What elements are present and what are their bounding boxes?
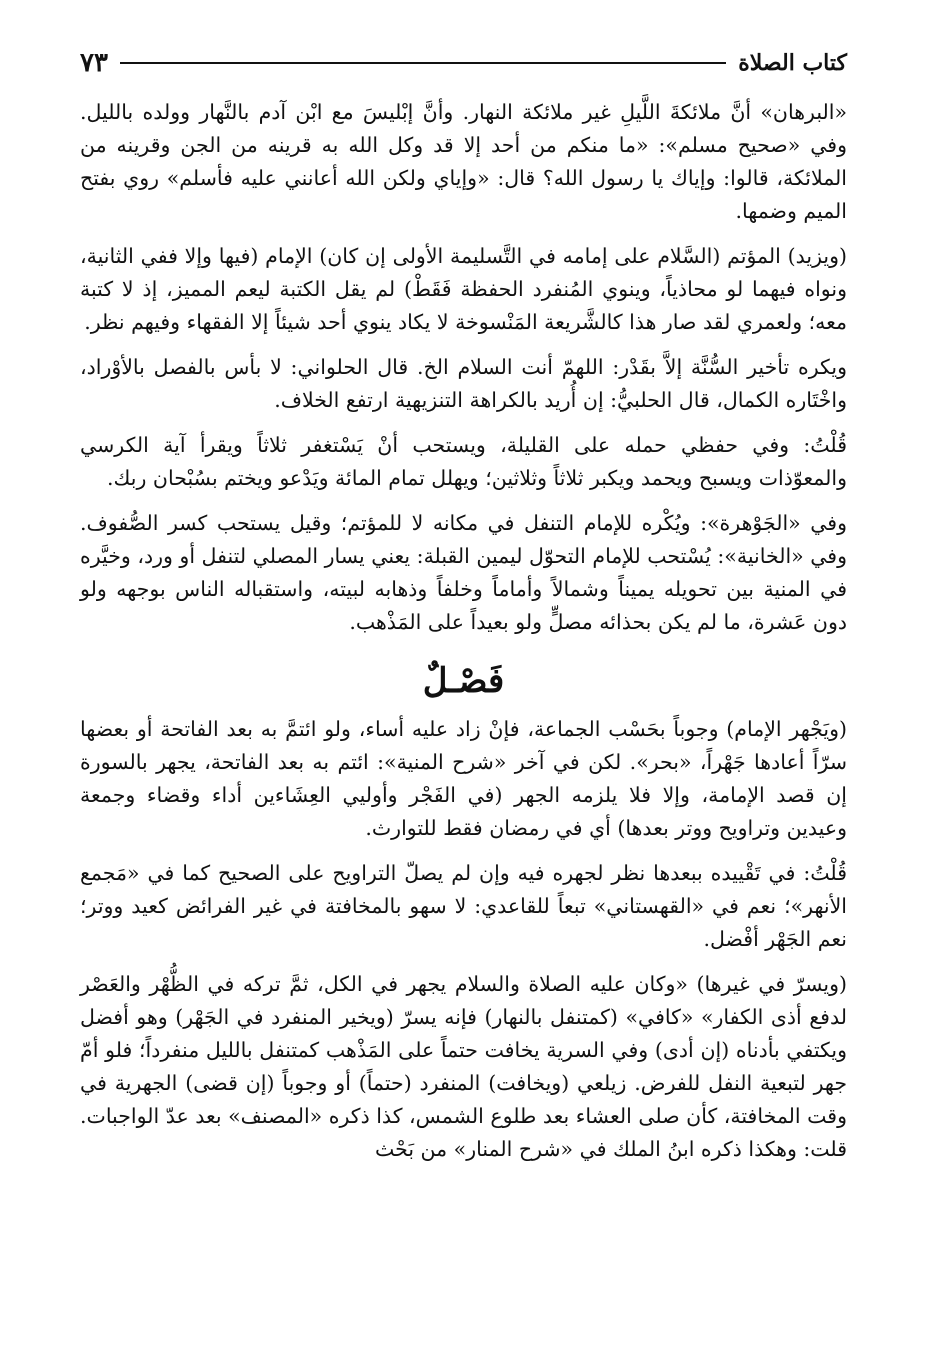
paragraph: (ويَجْهر الإمام) وجوباً بحَسْب الجماعة، فإنْ زاد عليه أساء، ولو ائتمَّ به بعد الفاتحة أو بعضها سرّاً أعادها جَهْراً، «بحر». لكن في آخر «شرح المنية»: ائتم به بعد الفاتحة، يجهر بالسورة إن قصد الإمامة، وإلا فلا يلزمه الجهر (في الفَجْر وأوليي العِشَاءين أداء وقضاء وجمعة وعيدين وتراويح ووتر بعدها) أي في رمضان فقط للتوارث. (80, 717, 847, 840)
paragraph: «البرهان» أنَّ ملائكةَ اللَّيلِ غير ملائكة النهار. وأنَّ إبْليسَ مع ابْن آدم بالنَّهار وولده بالليل. وفي «صحيح مسلم»: «ما منكم من أحد إلا قد وكل الله به قرينه من الجن وقرينه من الملائكة، قالوا: وإياك يا رسول الله؟ قال: «وإياي ولكن الله أعانني عليه فأسلم» روي بفتح الميم وضمها. (80, 100, 847, 223)
page-header (80, 44, 847, 82)
book-title: كتاب الصلاة (738, 50, 847, 76)
paragraph: ويكره تأخير السُّنَّة إلاَّ بقَدْر: اللهمّ أنت السلام الخ. قال الحلواني: لا بأس بالفصل بالأوْراد، واخْتَاره الكمال، قال الحلبيُّ: إن أُريد بالكراهة التنزيهية ارتفع الخلاف. (80, 355, 847, 412)
section-heading: فَصْـلٌ (422, 661, 505, 701)
paragraph: (ويزيد) المؤتم (السَّلام على إمامه في التَّسليمة الأولى إن كان) الإمام (فيها وإلا ففي الثانية، ونواه فيهما لو محاذياً، وينوي المُنفرد الحفظة فَقَطْ) لم يقل الكتبة ليعم المميز، إذ لا كتبة معه؛ ولعمري لقد صار هذا كالشَّريعة المَنْسوخة لا يكاد ينوي أحد شيئاً إلا الفقهاء وفيهم نظر. (80, 244, 847, 334)
paragraph: (ويسرّ في غيرها) «وكان عليه الصلاة والسلام يجهر في الكل، ثمَّ تركه في الظُّهْر والعَصْر لدفع أذى الكفار» «كافي» (كمتنفل بالنهار) فإنه يسرّ (ويخير المنفرد في الجَهْر) وهو أفضل ويكتفي بأدناه (إن أدى) وفي السرية يخافت حتماً على المَذْهب كمتنفل بالليل منفرداً؛ فلو أمّ جهر لتبعية النفل للفرض. زيلعي (ويخافت) المنفرد (حتماً) أو وجوباً (إن قضى) الجهرية في وقت المخافتة، كأن صلى العشاء بعد طلوع الشمس، كذا ذكره «المصنف» بعد عدّ الواجبات. قلت: وهكذا ذكره ابنُ الملك في «شرح المنار» من بَحْث (80, 972, 847, 1161)
paragraph: قُلْتُ: وفي حفظي حمله على القليلة، ويستحب أنْ يَسْتغفر ثلاثاً ويقرأ آية الكرسي والمعوّذات ويسبح ويحمد ويكبر ثلاثاً وثلاثين؛ ويهلل تمام المائة ويَدْعو ويختم بسُبْحان ربك. (80, 433, 847, 490)
paragraph: وفي «الجَوْهرة»: ويُكْره للإمام التنفل في مكانه لا للمؤتم؛ وقيل يستحب كسر الصُّفوف. وفي «الخانية»: يُسْتحب للإمام التحوّل ليمين القبلة: يعني يسار المصلي لتنفل أو ورد، وخيَّره في المنية بين تحويله يميناً وشمالاً وأماماً وخلفاً وذهابه لبيته، واستقباله الناس بوجهه ولو دون عَشرة، ما لم يكن بحذائه مصلٍّ ولو بعيداً على المَذْهب. (80, 511, 847, 634)
page-body (80, 96, 847, 1173)
page-number: ٧٣ (80, 48, 108, 78)
paragraph: قُلْتُ: في تَقْييده ببعدها نظر لجهره فيه وإن لم يصلّ التراويح على الصحيح كما في «مَجمع الأنهر»؛ نعم في «القهستاني» تبعاً للقاعدي: لا سهو بالمخافتة في غير الفرائض كعيد ووتر؛ نعم الجَهْر أفْضل. (80, 861, 847, 951)
header-rule (120, 62, 726, 64)
